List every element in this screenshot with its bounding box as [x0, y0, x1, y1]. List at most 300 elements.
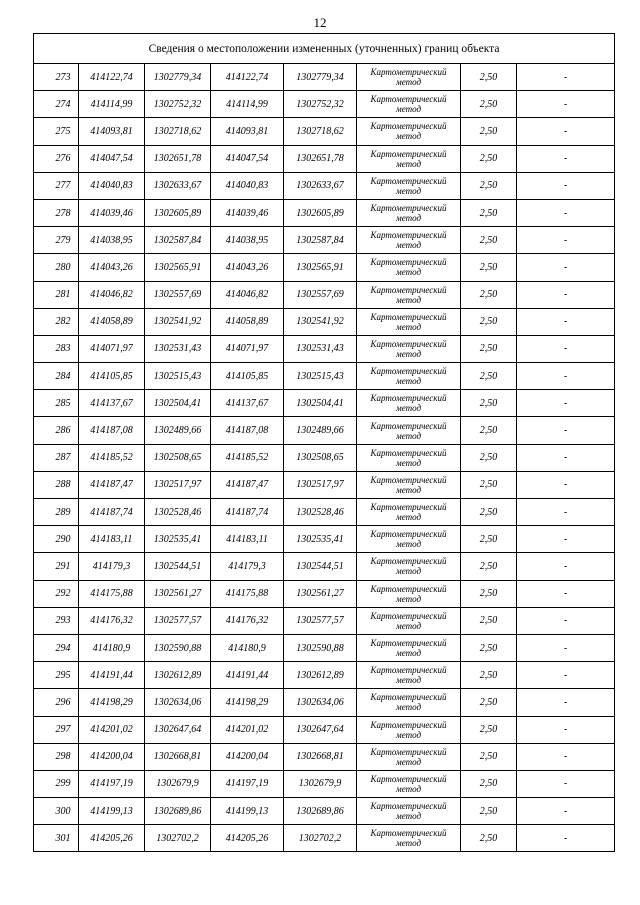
- method-line-2: метод: [395, 811, 422, 822]
- method-cell: [357, 172, 461, 199]
- table-row: [34, 390, 615, 417]
- table-row: [34, 335, 615, 362]
- existing-y-cell: 1302651,78: [145, 145, 211, 172]
- method-cell: [357, 553, 461, 580]
- description-cell: -: [517, 689, 615, 716]
- method-line-2: метод: [395, 702, 422, 713]
- point-number-cell: 291: [34, 553, 79, 580]
- description-cell: -: [517, 662, 615, 689]
- method-line-1: Картометрический: [370, 366, 447, 377]
- point-number-cell: 298: [34, 743, 79, 770]
- method-cell: [357, 118, 461, 145]
- existing-x-cell: 414187,74: [79, 499, 145, 526]
- method-cell: [357, 825, 461, 852]
- existing-x-cell: 414047,54: [79, 145, 145, 172]
- method-line-2: метод: [395, 376, 422, 387]
- point-number-cell: 289: [34, 499, 79, 526]
- accuracy-cell: 2,50: [461, 743, 517, 770]
- accuracy-cell: 2,50: [461, 308, 517, 335]
- existing-x-cell: 414183,11: [79, 526, 145, 553]
- point-number-cell: 294: [34, 634, 79, 661]
- method-cell: [357, 580, 461, 607]
- existing-x-cell: 414198,29: [79, 689, 145, 716]
- refined-y-cell: 1302651,78: [284, 145, 357, 172]
- accuracy-cell: 2,50: [461, 363, 517, 390]
- refined-x-cell: 414040,83: [211, 172, 284, 199]
- method-line-1: Картометрический: [370, 94, 447, 105]
- description-cell: -: [517, 64, 615, 91]
- point-number-cell: 297: [34, 716, 79, 743]
- refined-y-cell: 1302517,97: [284, 471, 357, 498]
- refined-y-cell: 1302605,89: [284, 199, 357, 226]
- accuracy-cell: 2,50: [461, 798, 517, 825]
- table-row: [34, 689, 615, 716]
- method-line-1: Картометрический: [370, 583, 447, 594]
- table-row: [34, 580, 615, 607]
- existing-x-cell: 414175,88: [79, 580, 145, 607]
- accuracy-cell: 2,50: [461, 145, 517, 172]
- refined-x-cell: 414198,29: [211, 689, 284, 716]
- table-row: [34, 91, 615, 118]
- existing-y-cell: 1302531,43: [145, 335, 211, 362]
- accuracy-cell: 2,50: [461, 444, 517, 471]
- description-cell: -: [517, 798, 615, 825]
- description-cell: -: [517, 770, 615, 797]
- accuracy-cell: 2,50: [461, 335, 517, 362]
- existing-x-cell: 414180,9: [79, 634, 145, 661]
- existing-y-cell: 1302668,81: [145, 743, 211, 770]
- point-number-cell: 286: [34, 417, 79, 444]
- method-line-2: метод: [395, 484, 422, 495]
- refined-y-cell: 1302541,92: [284, 308, 357, 335]
- existing-x-cell: 414137,67: [79, 390, 145, 417]
- existing-x-cell: 414187,08: [79, 417, 145, 444]
- method-line-2: метод: [395, 348, 422, 359]
- method-cell: [357, 716, 461, 743]
- description-cell: -: [517, 743, 615, 770]
- description-cell: -: [517, 553, 615, 580]
- accuracy-cell: 2,50: [461, 634, 517, 661]
- table-row: [34, 634, 615, 661]
- description-cell: -: [517, 634, 615, 661]
- method-line-1: Картометрический: [370, 692, 447, 703]
- method-line-1: Картометрический: [370, 746, 447, 757]
- existing-y-cell: 1302612,89: [145, 662, 211, 689]
- refined-x-cell: 414183,11: [211, 526, 284, 553]
- refined-x-cell: 414180,9: [211, 634, 284, 661]
- method-line-1: Картометрический: [370, 801, 447, 812]
- existing-y-cell: 1302528,46: [145, 499, 211, 526]
- point-number-cell: 276: [34, 145, 79, 172]
- method-line-1: Картометрический: [370, 828, 447, 839]
- existing-x-cell: 414199,13: [79, 798, 145, 825]
- existing-y-cell: 1302633,67: [145, 172, 211, 199]
- method-line-2: метод: [395, 267, 422, 278]
- existing-x-cell: 414040,83: [79, 172, 145, 199]
- method-line-2: метод: [395, 756, 422, 767]
- method-cell: [357, 471, 461, 498]
- existing-x-cell: 414205,26: [79, 825, 145, 852]
- description-cell: -: [517, 172, 615, 199]
- existing-y-cell: 1302544,51: [145, 553, 211, 580]
- existing-x-cell: 414185,52: [79, 444, 145, 471]
- point-number-cell: 280: [34, 254, 79, 281]
- table-row: [34, 716, 615, 743]
- refined-y-cell: 1302587,84: [284, 227, 357, 254]
- point-number-cell: 296: [34, 689, 79, 716]
- point-number-cell: 274: [34, 91, 79, 118]
- accuracy-cell: 2,50: [461, 471, 517, 498]
- method-cell: [357, 770, 461, 797]
- method-line-2: метод: [395, 104, 422, 115]
- description-cell: -: [517, 716, 615, 743]
- method-line-1: Картометрический: [370, 610, 447, 621]
- accuracy-cell: 2,50: [461, 281, 517, 308]
- refined-y-cell: 1302565,91: [284, 254, 357, 281]
- boundary-coordinates-table: [33, 33, 615, 852]
- accuracy-cell: 2,50: [461, 553, 517, 580]
- refined-x-cell: 414197,19: [211, 770, 284, 797]
- table-row: [34, 227, 615, 254]
- existing-x-cell: 414043,26: [79, 254, 145, 281]
- method-cell: [357, 689, 461, 716]
- method-line-2: метод: [395, 240, 422, 251]
- method-line-2: метод: [395, 539, 422, 550]
- refined-y-cell: 1302702,2: [284, 825, 357, 852]
- existing-y-cell: 1302489,66: [145, 417, 211, 444]
- point-number-cell: 285: [34, 390, 79, 417]
- table-row: [34, 770, 615, 797]
- refined-x-cell: 414200,04: [211, 743, 284, 770]
- refined-x-cell: 414205,26: [211, 825, 284, 852]
- refined-x-cell: 414187,08: [211, 417, 284, 444]
- existing-y-cell: 1302535,41: [145, 526, 211, 553]
- accuracy-cell: 2,50: [461, 526, 517, 553]
- accuracy-cell: 2,50: [461, 689, 517, 716]
- method-line-1: Картометрический: [370, 175, 447, 186]
- description-cell: -: [517, 91, 615, 118]
- table-row: [34, 254, 615, 281]
- existing-x-cell: 414197,19: [79, 770, 145, 797]
- accuracy-cell: 2,50: [461, 499, 517, 526]
- table-row: [34, 172, 615, 199]
- method-line-1: Картометрический: [370, 257, 447, 268]
- refined-x-cell: 414176,32: [211, 607, 284, 634]
- point-number-cell: 275: [34, 118, 79, 145]
- accuracy-cell: 2,50: [461, 118, 517, 145]
- method-line-1: Картометрический: [370, 121, 447, 132]
- point-number-cell: 277: [34, 172, 79, 199]
- refined-y-cell: 1302668,81: [284, 743, 357, 770]
- method-cell: [357, 335, 461, 362]
- method-cell: [357, 662, 461, 689]
- existing-x-cell: 414176,32: [79, 607, 145, 634]
- refined-y-cell: 1302531,43: [284, 335, 357, 362]
- description-cell: -: [517, 281, 615, 308]
- accuracy-cell: 2,50: [461, 825, 517, 852]
- refined-y-cell: 1302508,65: [284, 444, 357, 471]
- existing-x-cell: 414039,46: [79, 199, 145, 226]
- description-cell: -: [517, 145, 615, 172]
- description-cell: -: [517, 390, 615, 417]
- point-number-cell: 284: [34, 363, 79, 390]
- method-line-2: метод: [395, 620, 422, 631]
- existing-x-cell: 414122,74: [79, 64, 145, 91]
- existing-x-cell: 414114,99: [79, 91, 145, 118]
- existing-y-cell: 1302541,92: [145, 308, 211, 335]
- table-title-row: [34, 34, 615, 64]
- table-row: [34, 798, 615, 825]
- existing-y-cell: 1302557,69: [145, 281, 211, 308]
- existing-x-cell: 414093,81: [79, 118, 145, 145]
- table-row: [34, 444, 615, 471]
- refined-y-cell: 1302489,66: [284, 417, 357, 444]
- refined-x-cell: 414071,97: [211, 335, 284, 362]
- refined-x-cell: 414043,26: [211, 254, 284, 281]
- method-line-1: Картометрический: [370, 420, 447, 431]
- refined-y-cell: 1302679,9: [284, 770, 357, 797]
- method-line-1: Картометрический: [370, 447, 447, 458]
- method-line-1: Картометрический: [370, 203, 447, 214]
- method-line-1: Картометрический: [370, 773, 447, 784]
- accuracy-cell: 2,50: [461, 390, 517, 417]
- method-line-2: метод: [395, 403, 422, 414]
- existing-y-cell: 1302605,89: [145, 199, 211, 226]
- refined-x-cell: 414191,44: [211, 662, 284, 689]
- point-number-cell: 278: [34, 199, 79, 226]
- table-title: Сведения о местоположении измененных (уточненных) границ объекта: [34, 34, 615, 64]
- existing-y-cell: 1302565,91: [145, 254, 211, 281]
- existing-y-cell: 1302679,9: [145, 770, 211, 797]
- refined-y-cell: 1302590,88: [284, 634, 357, 661]
- refined-x-cell: 414179,3: [211, 553, 284, 580]
- point-number-cell: 292: [34, 580, 79, 607]
- refined-x-cell: 414201,02: [211, 716, 284, 743]
- method-line-2: метод: [395, 675, 422, 686]
- point-number-cell: 279: [34, 227, 79, 254]
- accuracy-cell: 2,50: [461, 64, 517, 91]
- existing-y-cell: 1302577,57: [145, 607, 211, 634]
- existing-y-cell: 1302508,65: [145, 444, 211, 471]
- method-line-2: метод: [395, 566, 422, 577]
- refined-y-cell: 1302528,46: [284, 499, 357, 526]
- refined-x-cell: 414199,13: [211, 798, 284, 825]
- method-cell: [357, 308, 461, 335]
- point-number-cell: 300: [34, 798, 79, 825]
- description-cell: -: [517, 118, 615, 145]
- refined-x-cell: 414114,99: [211, 91, 284, 118]
- description-cell: -: [517, 607, 615, 634]
- table-row: [34, 145, 615, 172]
- table-row: [34, 281, 615, 308]
- point-number-cell: 299: [34, 770, 79, 797]
- description-cell: -: [517, 526, 615, 553]
- method-line-2: метод: [395, 185, 422, 196]
- method-line-1: Картометрический: [370, 556, 447, 567]
- method-cell: [357, 743, 461, 770]
- method-line-1: Картометрический: [370, 148, 447, 159]
- existing-y-cell: 1302515,43: [145, 363, 211, 390]
- existing-x-cell: 414046,82: [79, 281, 145, 308]
- existing-y-cell: 1302561,27: [145, 580, 211, 607]
- table-row: [34, 607, 615, 634]
- existing-y-cell: 1302702,2: [145, 825, 211, 852]
- table-row: [34, 499, 615, 526]
- refined-y-cell: 1302612,89: [284, 662, 357, 689]
- description-cell: -: [517, 227, 615, 254]
- table-row: [34, 308, 615, 335]
- description-cell: -: [517, 825, 615, 852]
- method-line-2: метод: [395, 729, 422, 740]
- existing-x-cell: 414187,47: [79, 471, 145, 498]
- existing-y-cell: 1302517,97: [145, 471, 211, 498]
- method-line-2: метод: [395, 158, 422, 169]
- table-row: [34, 662, 615, 689]
- accuracy-cell: 2,50: [461, 716, 517, 743]
- table-row: [34, 363, 615, 390]
- refined-x-cell: 414046,82: [211, 281, 284, 308]
- description-cell: -: [517, 335, 615, 362]
- method-line-1: Картометрический: [370, 719, 447, 730]
- method-cell: [357, 227, 461, 254]
- method-line-1: Картометрический: [370, 284, 447, 295]
- point-number-cell: 282: [34, 308, 79, 335]
- point-number-cell: 295: [34, 662, 79, 689]
- accuracy-cell: 2,50: [461, 607, 517, 634]
- existing-y-cell: 1302504,41: [145, 390, 211, 417]
- refined-y-cell: 1302647,64: [284, 716, 357, 743]
- method-cell: [357, 145, 461, 172]
- method-line-2: метод: [395, 593, 422, 604]
- method-line-1: Картометрический: [370, 230, 447, 241]
- refined-y-cell: 1302577,57: [284, 607, 357, 634]
- method-line-2: метод: [395, 838, 422, 849]
- point-number-cell: 288: [34, 471, 79, 498]
- existing-x-cell: 414071,97: [79, 335, 145, 362]
- description-cell: -: [517, 580, 615, 607]
- existing-y-cell: 1302689,86: [145, 798, 211, 825]
- table-row: [34, 825, 615, 852]
- method-cell: [357, 444, 461, 471]
- refined-x-cell: 414175,88: [211, 580, 284, 607]
- method-cell: [357, 526, 461, 553]
- method-line-1: Картометрический: [370, 67, 447, 78]
- method-cell: [357, 363, 461, 390]
- existing-y-cell: 1302590,88: [145, 634, 211, 661]
- refined-y-cell: 1302535,41: [284, 526, 357, 553]
- method-line-2: метод: [395, 783, 422, 794]
- refined-x-cell: 414185,52: [211, 444, 284, 471]
- point-number-cell: 293: [34, 607, 79, 634]
- existing-x-cell: 414201,02: [79, 716, 145, 743]
- refined-x-cell: 414058,89: [211, 308, 284, 335]
- table-row: [34, 417, 615, 444]
- point-number-cell: 301: [34, 825, 79, 852]
- method-line-2: метод: [395, 457, 422, 468]
- refined-y-cell: 1302689,86: [284, 798, 357, 825]
- accuracy-cell: 2,50: [461, 91, 517, 118]
- existing-x-cell: 414179,3: [79, 553, 145, 580]
- method-line-2: метод: [395, 321, 422, 332]
- accuracy-cell: 2,50: [461, 662, 517, 689]
- method-cell: [357, 798, 461, 825]
- refined-y-cell: 1302633,67: [284, 172, 357, 199]
- method-line-2: метод: [395, 430, 422, 441]
- refined-y-cell: 1302544,51: [284, 553, 357, 580]
- existing-x-cell: 414038,95: [79, 227, 145, 254]
- existing-y-cell: 1302779,34: [145, 64, 211, 91]
- method-line-1: Картометрический: [370, 311, 447, 322]
- table-row: [34, 64, 615, 91]
- refined-y-cell: 1302561,27: [284, 580, 357, 607]
- existing-y-cell: 1302647,64: [145, 716, 211, 743]
- point-number-cell: 287: [34, 444, 79, 471]
- method-line-2: метод: [395, 77, 422, 88]
- refined-y-cell: 1302718,62: [284, 118, 357, 145]
- refined-x-cell: 414105,85: [211, 363, 284, 390]
- method-cell: [357, 390, 461, 417]
- method-line-2: метод: [395, 294, 422, 305]
- method-line-1: Картометрический: [370, 665, 447, 676]
- refined-x-cell: 414047,54: [211, 145, 284, 172]
- refined-x-cell: 414039,46: [211, 199, 284, 226]
- method-line-2: метод: [395, 648, 422, 659]
- accuracy-cell: 2,50: [461, 417, 517, 444]
- refined-x-cell: 414093,81: [211, 118, 284, 145]
- refined-x-cell: 414187,47: [211, 471, 284, 498]
- method-line-2: метод: [395, 213, 422, 224]
- description-cell: -: [517, 308, 615, 335]
- method-line-1: Картометрический: [370, 529, 447, 540]
- description-cell: -: [517, 199, 615, 226]
- accuracy-cell: 2,50: [461, 227, 517, 254]
- method-line-1: Картометрический: [370, 338, 447, 349]
- table-row: [34, 743, 615, 770]
- method-line-1: Картометрический: [370, 638, 447, 649]
- method-cell: [357, 281, 461, 308]
- existing-x-cell: 414191,44: [79, 662, 145, 689]
- description-cell: -: [517, 254, 615, 281]
- point-number-cell: 283: [34, 335, 79, 362]
- refined-x-cell: 414187,74: [211, 499, 284, 526]
- accuracy-cell: 2,50: [461, 172, 517, 199]
- accuracy-cell: 2,50: [461, 254, 517, 281]
- refined-y-cell: 1302515,43: [284, 363, 357, 390]
- point-number-cell: 273: [34, 64, 79, 91]
- method-cell: [357, 199, 461, 226]
- point-number-cell: 290: [34, 526, 79, 553]
- existing-y-cell: 1302718,62: [145, 118, 211, 145]
- description-cell: -: [517, 444, 615, 471]
- refined-y-cell: 1302504,41: [284, 390, 357, 417]
- refined-x-cell: 414137,67: [211, 390, 284, 417]
- accuracy-cell: 2,50: [461, 770, 517, 797]
- method-line-1: Картометрический: [370, 502, 447, 513]
- description-cell: -: [517, 499, 615, 526]
- method-cell: [357, 607, 461, 634]
- existing-y-cell: 1302752,32: [145, 91, 211, 118]
- description-cell: -: [517, 363, 615, 390]
- refined-y-cell: 1302779,34: [284, 64, 357, 91]
- table-row: [34, 526, 615, 553]
- accuracy-cell: 2,50: [461, 199, 517, 226]
- method-cell: [357, 254, 461, 281]
- method-cell: [357, 64, 461, 91]
- refined-y-cell: 1302752,32: [284, 91, 357, 118]
- method-line-2: метод: [395, 131, 422, 142]
- table-row: [34, 471, 615, 498]
- existing-y-cell: 1302587,84: [145, 227, 211, 254]
